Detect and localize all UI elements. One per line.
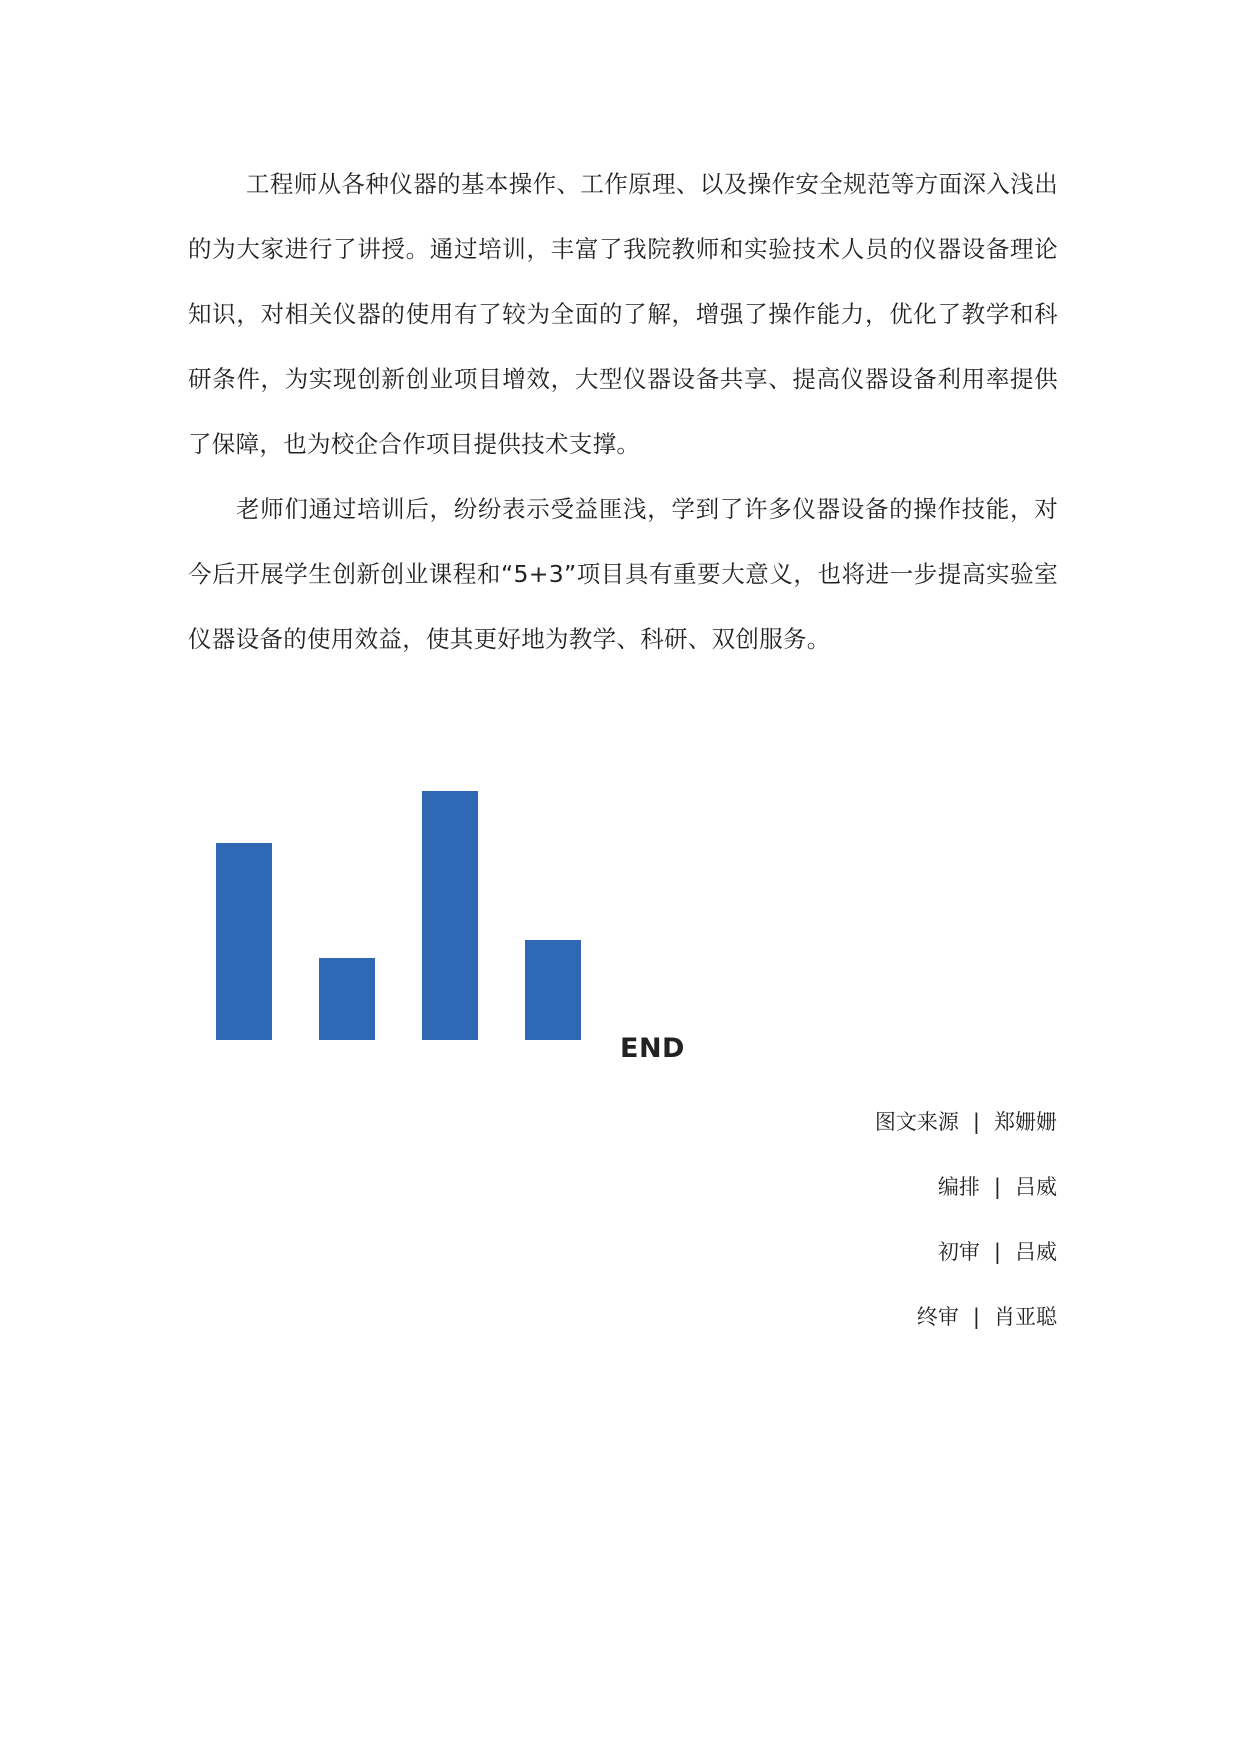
decor-bar-1 — [216, 843, 272, 1040]
decor-bar-3 — [422, 791, 478, 1040]
credit-separator: | — [972, 1305, 980, 1329]
credit-role: 图文来源 — [874, 1110, 959, 1134]
credit-role: 编排 — [937, 1175, 980, 1199]
credit-name: 吕威 — [1015, 1175, 1057, 1199]
credit-line-first-review — [938, 1236, 1057, 1266]
credit-name: 郑姗姗 — [994, 1110, 1057, 1134]
credit-separator: | — [972, 1110, 980, 1134]
body-paragraph-2: 老师们通过培训后，纷纷表示受益匪浅，学到了许多仪器设备的操作技能，对今后开展学生创新创业课程和“5+3”项目具有重要大意义，也将进一步提高实验室仪器设备的使用效益，使其更好地为教学、科研、双创服务。 — [188, 495, 1058, 653]
credit-role: 初审 — [937, 1240, 980, 1264]
credit-name: 肖亚聪 — [994, 1305, 1057, 1329]
credit-line-layout — [938, 1171, 1057, 1201]
decor-bar-2 — [319, 958, 375, 1040]
credit-line-final-review — [917, 1301, 1057, 1331]
decor-bar-4 — [525, 940, 581, 1040]
credit-line-source — [875, 1106, 1057, 1136]
body-paragraph-1: 工程师从各种仪器的基本操作、工作原理、以及操作安全规范等方面深入浅出的为大家进行了讲授。通过培训，丰富了我院教师和实验技术人员的仪器设备理论知识，对相关仪器的使用有了较为全面的了解，增强了操作能力，优化了教学和科研条件，为实现创新创业项目增效，大型仪器设备共享、提高仪器设备利用率提供了保障，也为校企合作项目提供技术支撑。 — [188, 170, 1058, 458]
credit-separator: | — [993, 1240, 1001, 1264]
credit-separator: | — [993, 1175, 1001, 1199]
end-label: END — [620, 1033, 685, 1064]
credit-role: 终审 — [916, 1305, 959, 1329]
credit-name: 吕威 — [1015, 1240, 1057, 1264]
